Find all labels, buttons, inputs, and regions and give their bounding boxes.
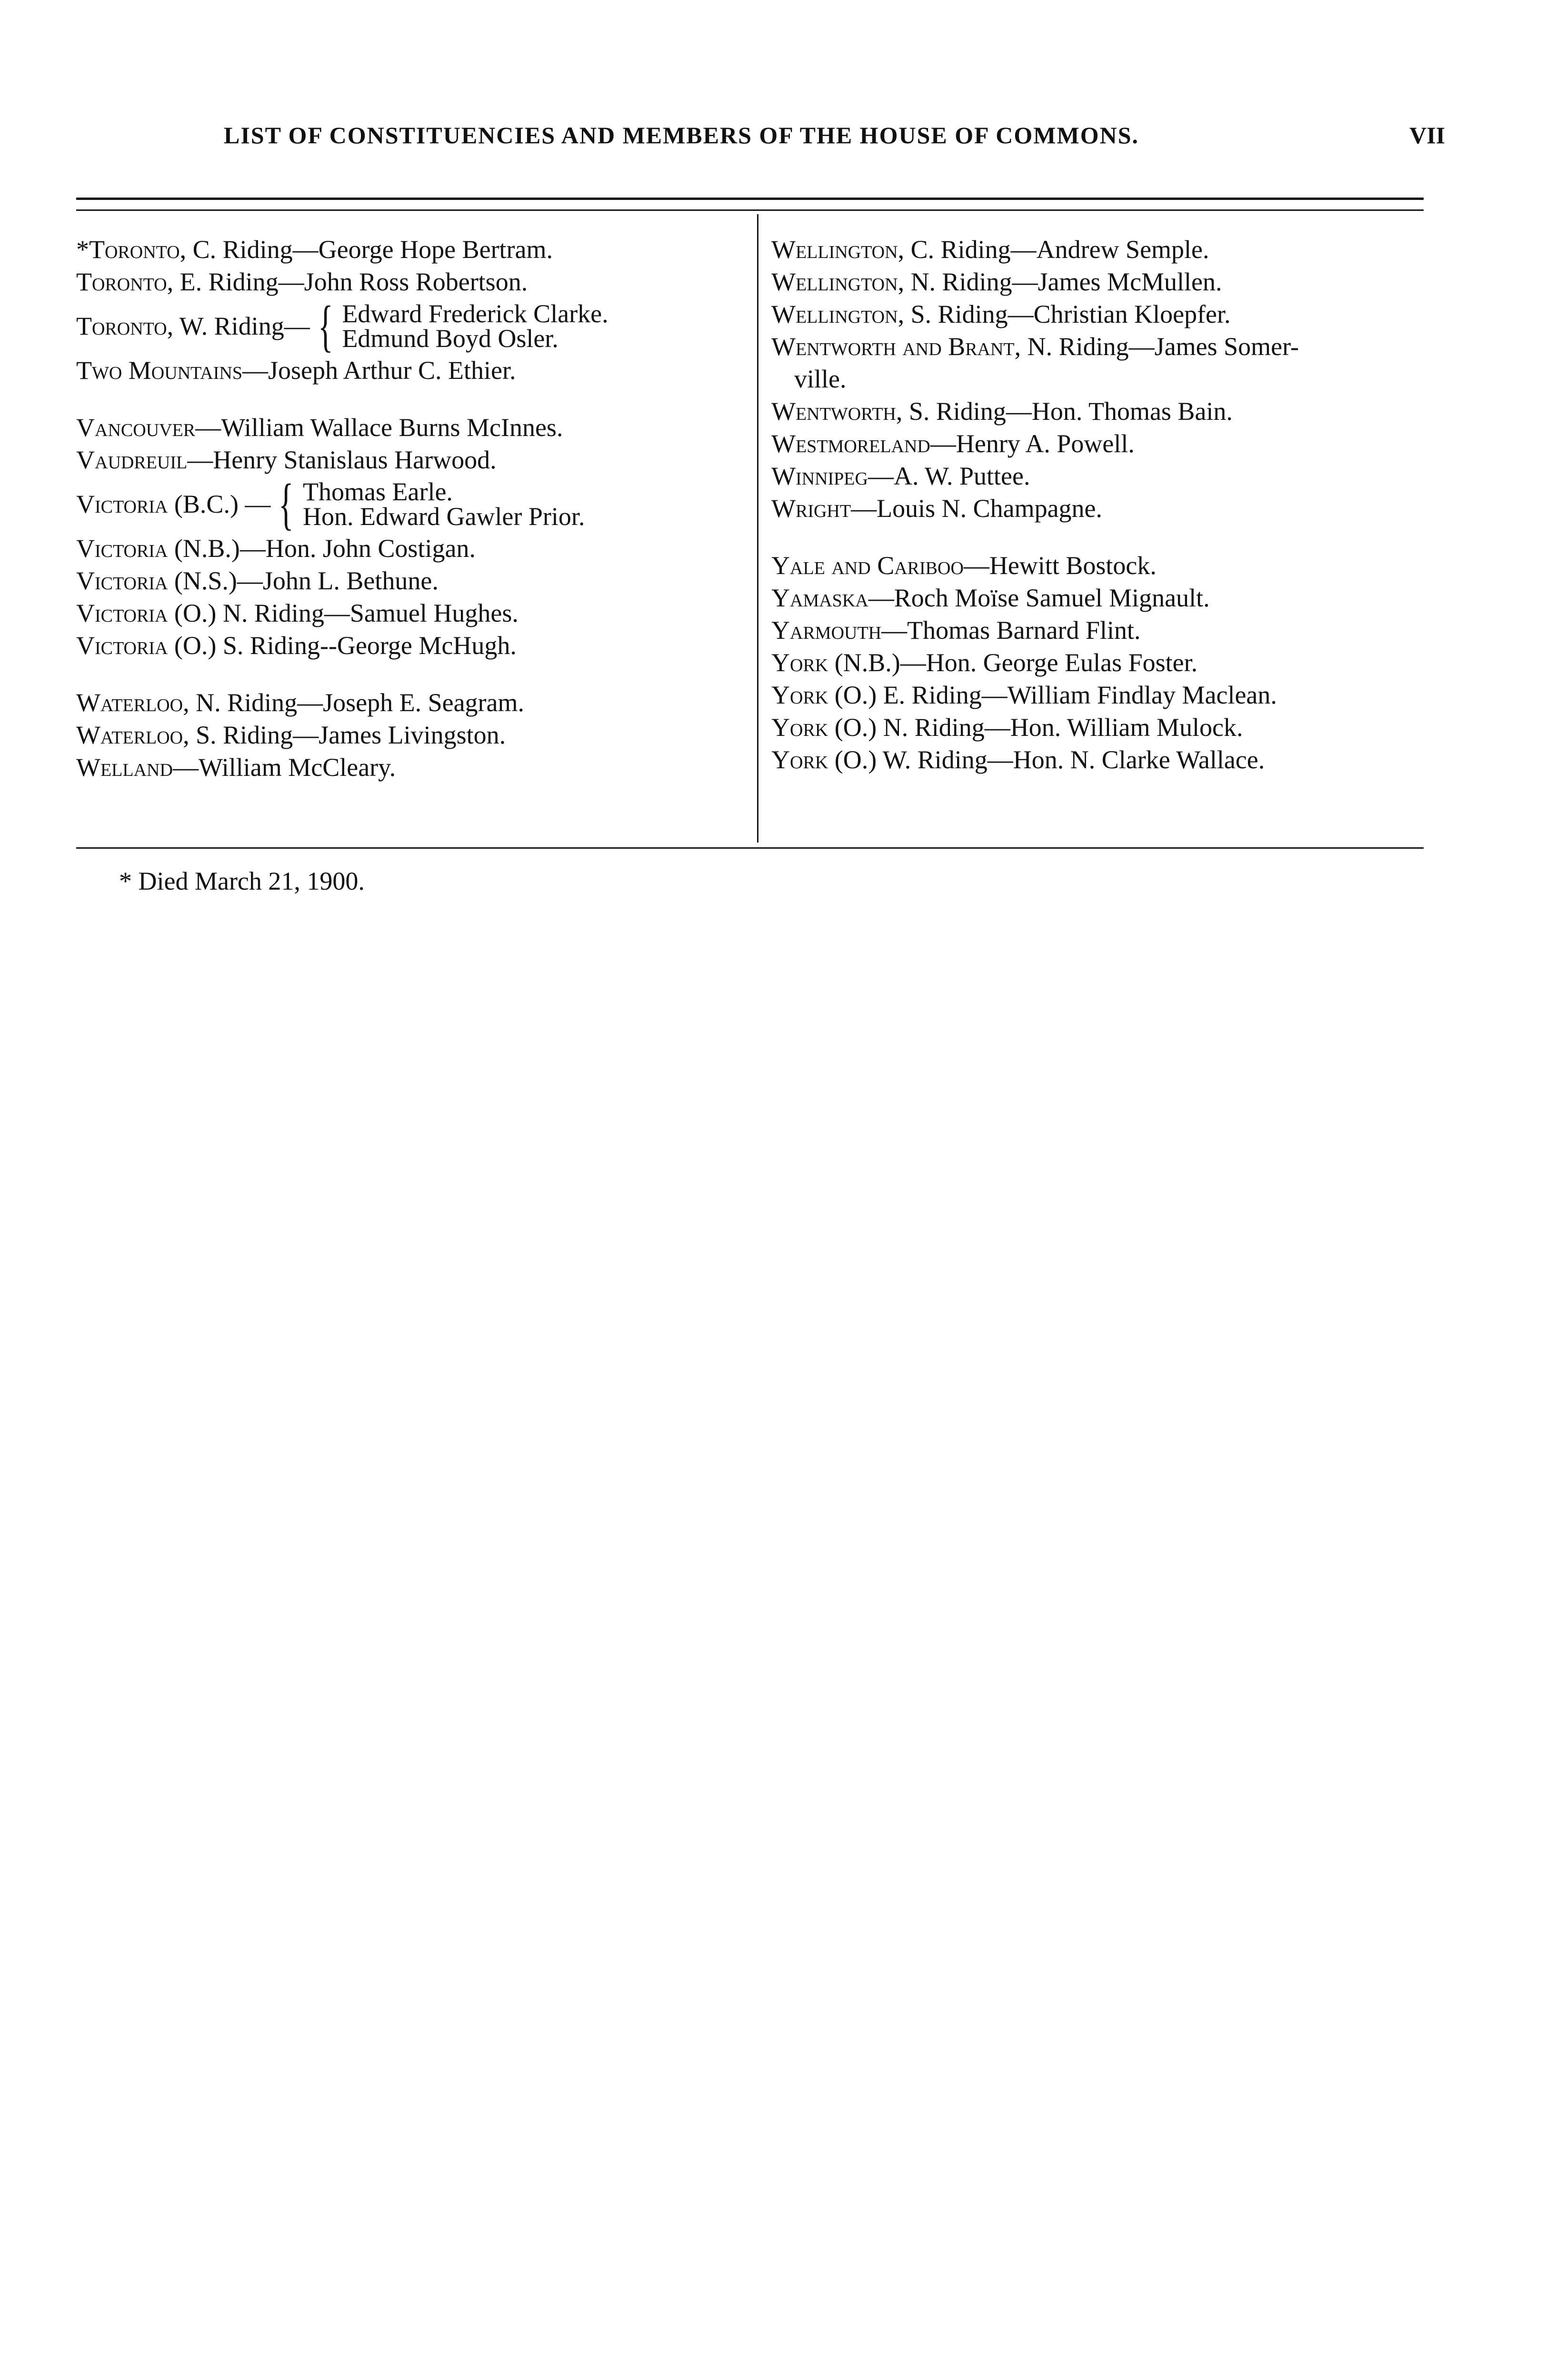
riding-name: Two Mountains xyxy=(76,356,242,385)
member-name: Edward Frederick Clarke. xyxy=(342,299,608,328)
member-text: —Roch Moïse Samuel Mignault. xyxy=(868,584,1210,612)
list-item xyxy=(771,233,1438,266)
member-text: (O.) N. Riding—Samuel Hughes. xyxy=(168,599,519,627)
member-text: —William Wallace Burns McInnes. xyxy=(195,413,563,442)
list-item xyxy=(771,492,1438,525)
list-item xyxy=(771,427,1438,460)
right-column xyxy=(771,233,1438,776)
riding-name: Victoria xyxy=(76,566,168,595)
list-item xyxy=(771,744,1438,776)
page-number: VII xyxy=(1409,122,1446,149)
member-text: —Louis N. Champagne. xyxy=(851,494,1103,523)
riding-name: Wellington xyxy=(771,235,898,264)
riding-name: Yarmouth xyxy=(771,616,882,645)
list-item xyxy=(771,582,1438,614)
left-column xyxy=(76,233,743,783)
riding-name: Victoria xyxy=(76,534,168,563)
member-text: , N. Riding—Joseph E. Seagram. xyxy=(183,688,525,717)
member-text: , C. Riding—Andrew Semple. xyxy=(898,235,1209,264)
member-text: —Thomas Barnard Flint. xyxy=(881,616,1141,645)
member-text: , W. Riding— xyxy=(167,312,310,340)
list-item xyxy=(76,233,743,266)
list-item-continuation: ville. xyxy=(794,365,847,393)
member-name: Edmund Boyd Osler. xyxy=(342,324,559,353)
riding-name: Waterloo xyxy=(76,721,183,749)
riding-name: Wright xyxy=(771,494,851,523)
member-text: (B.C.) — xyxy=(168,490,271,518)
riding-name: Yamaska xyxy=(771,584,868,612)
riding-name: Waterloo xyxy=(76,688,183,717)
member-text: , S. Riding—James Livingston. xyxy=(183,721,506,749)
header-rule-thick xyxy=(76,198,1424,200)
list-item xyxy=(76,444,743,476)
list-item xyxy=(76,532,743,565)
footer-rule xyxy=(76,847,1424,849)
member-text: (N.B.)—Hon. John Costigan. xyxy=(168,534,476,563)
member-text: —Henry A. Powell. xyxy=(930,429,1135,458)
member-name: Thomas Earle. xyxy=(303,477,453,506)
list-item xyxy=(771,711,1438,744)
list-item xyxy=(76,629,743,662)
list-item xyxy=(771,395,1438,427)
member-text: (O.) W. Riding—Hon. N. Clarke Wallace. xyxy=(828,745,1265,774)
member-text: , N. Riding—James Somer- xyxy=(1014,332,1299,361)
riding-name: Vaudreuil xyxy=(76,446,188,474)
list-item xyxy=(76,597,743,629)
member-text: —William McCleary. xyxy=(172,753,396,782)
list-item xyxy=(771,679,1438,711)
member-text: , N. Riding—James McMullen. xyxy=(898,268,1222,296)
member-text: —Henry Stanislaus Harwood. xyxy=(187,446,497,474)
riding-name: *Toronto xyxy=(76,235,180,264)
list-item xyxy=(771,460,1438,492)
footnote: * Died March 21, 1900. xyxy=(119,867,365,895)
riding-name: Wentworth xyxy=(771,397,896,426)
riding-name: Welland xyxy=(76,753,173,782)
list-item xyxy=(771,646,1438,679)
list-item xyxy=(76,686,743,719)
riding-name: Victoria xyxy=(76,490,168,518)
list-item xyxy=(771,614,1438,646)
member-text: , S. Riding—Hon. Thomas Bain. xyxy=(896,397,1233,426)
column-divider xyxy=(757,214,758,843)
member-text: (N.S.)—John L. Bethune. xyxy=(168,566,439,595)
riding-name: York xyxy=(771,745,828,774)
list-item xyxy=(76,411,743,444)
list-item xyxy=(771,549,1438,582)
list-item xyxy=(76,354,743,387)
riding-name: York xyxy=(771,713,828,742)
member-text: (O.) E. Riding—William Findlay Maclean. xyxy=(828,681,1277,709)
member-text: (N.B.)—Hon. George Eulas Foster. xyxy=(828,648,1198,677)
riding-name: Wellington xyxy=(771,268,898,296)
member-text: —Hewitt Bostock. xyxy=(963,551,1157,580)
riding-name: Victoria xyxy=(76,631,168,660)
riding-name: Winnipeg xyxy=(771,462,868,490)
member-text: , E. Riding—John Ross Robertson. xyxy=(167,268,528,296)
riding-name: Wentworth and Brant xyxy=(771,332,1015,361)
page-title: LIST OF CONSTITUENCIES AND MEMBERS OF THE HOUSE OF COMMONS. xyxy=(224,122,1139,149)
brace-glyph: { xyxy=(318,294,333,357)
member-text: —Joseph Arthur C. Ethier. xyxy=(242,356,516,385)
list-item xyxy=(76,565,743,597)
header-rule-thin xyxy=(76,209,1424,211)
member-text: , C. Riding—George Hope Bertram. xyxy=(180,235,553,264)
member-text: —A. W. Puttee. xyxy=(868,462,1030,490)
riding-name: Wellington xyxy=(771,300,898,328)
page-header xyxy=(0,121,1556,164)
riding-name: Westmoreland xyxy=(771,429,930,458)
member-text: (O.) S. Riding--George McHugh. xyxy=(168,631,517,660)
riding-name: Yale and Cariboo xyxy=(771,551,964,580)
list-item xyxy=(771,298,1438,330)
list-item xyxy=(76,294,743,357)
riding-name: York xyxy=(771,681,828,709)
member-text: (O.) N. Riding—Hon. William Mulock. xyxy=(828,713,1243,742)
list-item xyxy=(76,472,743,536)
list-item xyxy=(76,266,743,298)
member-name: Hon. Edward Gawler Prior. xyxy=(303,502,585,531)
list-item xyxy=(76,719,743,751)
list-item xyxy=(771,330,1438,363)
member-text: , S. Riding—Christian Kloepfer. xyxy=(898,300,1231,328)
riding-name: Toronto xyxy=(76,268,167,296)
riding-name: Victoria xyxy=(76,599,168,627)
riding-name: Toronto xyxy=(76,312,167,340)
list-item xyxy=(771,266,1438,298)
brace-glyph: { xyxy=(279,472,294,536)
riding-name: York xyxy=(771,648,828,677)
riding-name: Vancouver xyxy=(76,413,196,442)
list-item xyxy=(76,751,743,783)
